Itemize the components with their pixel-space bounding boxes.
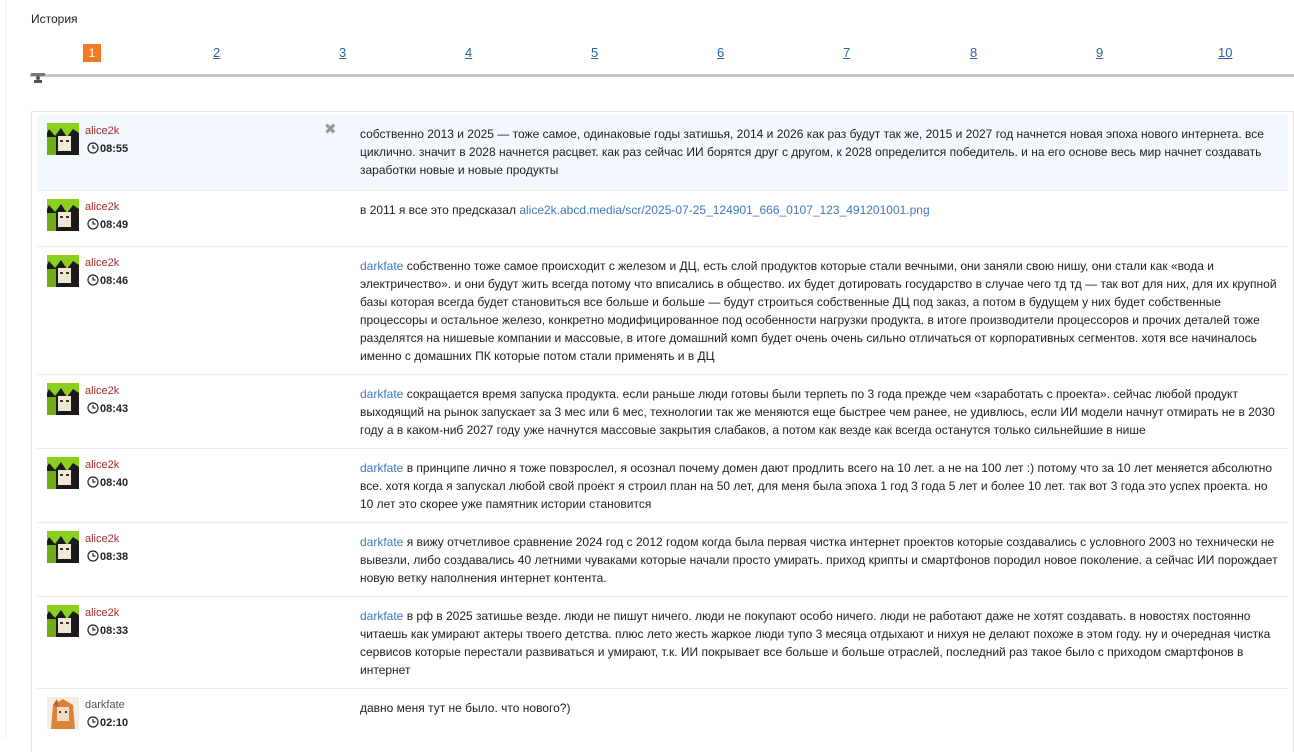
message-body: в 2011 я все это предсказал bbox=[360, 203, 520, 217]
message-time-value: 08:55 bbox=[100, 143, 129, 155]
avatar[interactable] bbox=[47, 605, 79, 637]
message-time-value: 08:33 bbox=[100, 625, 129, 637]
mention-link[interactable]: darkfate bbox=[360, 387, 404, 401]
page-link-3[interactable]: 3 bbox=[339, 45, 347, 60]
message-time-value: 08:40 bbox=[100, 477, 129, 489]
mention-link[interactable]: darkfate bbox=[360, 461, 404, 475]
page-link-2[interactable]: 2 bbox=[213, 45, 221, 60]
page-link-9[interactable]: 9 bbox=[1096, 45, 1104, 60]
page-link-8[interactable]: 8 bbox=[970, 45, 978, 60]
mention-link[interactable]: darkfate bbox=[360, 609, 404, 623]
pagination bbox=[30, 44, 1294, 64]
message-text bbox=[360, 257, 1280, 365]
message-author[interactable]: darkfate bbox=[85, 699, 125, 711]
message-author[interactable]: alice2k bbox=[85, 201, 120, 213]
clock-icon bbox=[87, 142, 99, 154]
pagination-track bbox=[30, 74, 1294, 77]
message-author[interactable]: alice2k bbox=[85, 533, 120, 545]
message-body: собственно тоже самое происходит с железом и ДЦ, есть слой продуктов которые стали вечными, они заняли свою нишу, они стали как «вода и электричество». и они будут жить всегда потому что вписались в общество. их будет дотировать государство в случае чего тд тд — так вот для них, для их крупной базы которая всегда будет становиться все больше и больше — будут строиться собственные ДЦ под заказ, а потом в будущем у них будет собственные процессоры и остальное железо, конкретно модифицированное под особенности нагрузки продукта. в итоге производители процессоров и прочих деталей тоже разделятся на нишевые компании и массовые, в итоге домашний комп будет очень очень сильно отличаться от корпоративных сегментов. хотя все начиналось именно с домашних ПК которые потом стали применять и в ДЦ bbox=[360, 259, 1277, 363]
clock-icon bbox=[87, 716, 99, 728]
avatar[interactable] bbox=[47, 383, 79, 415]
message-time-value: 08:43 bbox=[100, 403, 129, 415]
page-link-7[interactable]: 7 bbox=[843, 45, 851, 60]
message-link[interactable]: alice2k.abcd.media/scr/2025-07-25_124901_666_0107_123_491201001.png bbox=[519, 203, 930, 217]
page-link-5[interactable]: 5 bbox=[591, 45, 599, 60]
message-item bbox=[37, 375, 1288, 449]
page-left-border bbox=[5, 0, 6, 739]
message-text bbox=[360, 533, 1280, 587]
clock-icon bbox=[87, 624, 99, 636]
close-icon[interactable]: ✖ bbox=[324, 121, 337, 138]
message-text bbox=[360, 125, 1280, 179]
page-title: История bbox=[31, 12, 78, 26]
message-body: давно меня тут не было. что нового?) bbox=[360, 701, 571, 715]
message-author[interactable]: alice2k bbox=[85, 125, 120, 137]
avatar[interactable] bbox=[47, 531, 79, 563]
message-author[interactable]: alice2k bbox=[85, 459, 120, 471]
page-link-1[interactable]: 1 bbox=[83, 44, 101, 62]
message-text bbox=[360, 607, 1280, 679]
message-item bbox=[37, 191, 1288, 247]
message-time bbox=[87, 218, 128, 231]
message-time bbox=[87, 402, 128, 415]
avatar[interactable] bbox=[47, 697, 79, 729]
message-time-value: 08:38 bbox=[100, 551, 129, 563]
message-time bbox=[87, 142, 128, 155]
message-time-value: 02:10 bbox=[100, 717, 129, 729]
message-time-value: 08:49 bbox=[100, 219, 129, 231]
page-link-6[interactable]: 6 bbox=[717, 45, 725, 60]
message-text bbox=[360, 201, 1280, 219]
message-item bbox=[37, 689, 1288, 749]
clock-icon bbox=[87, 218, 99, 230]
mention-link[interactable]: darkfate bbox=[360, 535, 404, 549]
message-time bbox=[87, 476, 128, 489]
clock-icon bbox=[87, 550, 99, 562]
message-time-value: 08:46 bbox=[100, 275, 129, 287]
page-link-10[interactable]: 10 bbox=[1218, 45, 1233, 60]
avatar[interactable] bbox=[47, 199, 79, 231]
message-text bbox=[360, 699, 1280, 717]
message-time bbox=[87, 550, 128, 563]
page-link-4[interactable]: 4 bbox=[465, 45, 473, 60]
message-body: собственно 2013 и 2025 — тоже самое, одинаковые годы затишья, 2014 и 2026 как раз будут так же, 2015 и 2027 год начнется новая эпоха нового интернета. все циклично. значит в 2028 начнется расцвет. как раз сейчас ИИ борятся друг с другом, к 2028 определится победитель. и на его основе весь мир начнет создавать заработки новые и новые продукты bbox=[360, 127, 1264, 177]
clock-icon bbox=[87, 274, 99, 286]
message-item bbox=[37, 247, 1288, 375]
message-feed bbox=[31, 111, 1294, 752]
person-icon[interactable] bbox=[31, 73, 45, 83]
message-body: я вижу отчетливое сравнение 2024 год с 2012 годом когда была первая чистка интернет проектов которые создавались с условного 2003 но технически не вывезли, либо создавались 40 летними чуваками которые начали просто умирать. приход крипты и смартфонов породил новое поколение. а сейчас ИИ порождает новую ветку наполнения интернет контента. bbox=[360, 535, 1278, 585]
message-time bbox=[87, 716, 128, 729]
message-text bbox=[360, 459, 1280, 513]
avatar[interactable] bbox=[47, 123, 79, 155]
avatar[interactable] bbox=[47, 457, 79, 489]
message-item bbox=[37, 597, 1288, 689]
message-time bbox=[87, 624, 128, 637]
clock-icon bbox=[87, 476, 99, 488]
avatar[interactable] bbox=[47, 255, 79, 287]
message-author[interactable]: alice2k bbox=[85, 385, 120, 397]
message-body: сокращается время запуска продукта. если раньше люди готовы были терпеть по 3 года прежде чем «заработать с проекта». сейчас любой продукт выходящий на рынок запускает за 3 мес или 6 мес, технологии так же меняются еще быстрее чем ранее, не удивлюсь, если ИИ модели начнут отмирать не в 2030 году а в каком-ниб 2027 году уже начнутся массовые закрытия слабаков, а потом как везде как всегда останутся только сильнейшие в нише bbox=[360, 387, 1275, 437]
message-time bbox=[87, 274, 128, 287]
message-item bbox=[37, 449, 1288, 523]
message-item bbox=[37, 115, 1288, 191]
message-author[interactable]: alice2k bbox=[85, 607, 120, 619]
clock-icon bbox=[87, 402, 99, 414]
message-item bbox=[37, 523, 1288, 597]
message-body: в рф в 2025 затишье везде. люди не пишут ничего. люди не покупают особо ничего. люди не работают даже не хотят создавать. в новостях постоянно читаешь как умирают актеры твоего детства. плюс лето жесть жаркое люди тупо 3 месяца отдыхают и нихуя не делают похоже в этом году. ну и очередная чистка сервисов которые перестали развиваться и умирают, т.к. ИИ покрывает все больше и больше отраслей, последний раз такое было с приходом смартфонов в интернет bbox=[360, 609, 1271, 677]
message-body: в принципе лично я тоже повзрослел, я осознал почему домен дают продлить всего на 10 лет. а не на 100 лет :) потому что за 10 лет меняется абсолютно все. хотя когда я запускал любой свой проект я строил план на 50 лет, для меня была эпоха 1 год 3 года 5 лет и более 10 лет. так вот 3 года это успех проекта. но 10 лет это скорее уже памятник истории становится bbox=[360, 461, 1273, 511]
mention-link[interactable]: darkfate bbox=[360, 259, 404, 273]
message-author[interactable]: alice2k bbox=[85, 257, 120, 269]
message-text bbox=[360, 385, 1280, 439]
